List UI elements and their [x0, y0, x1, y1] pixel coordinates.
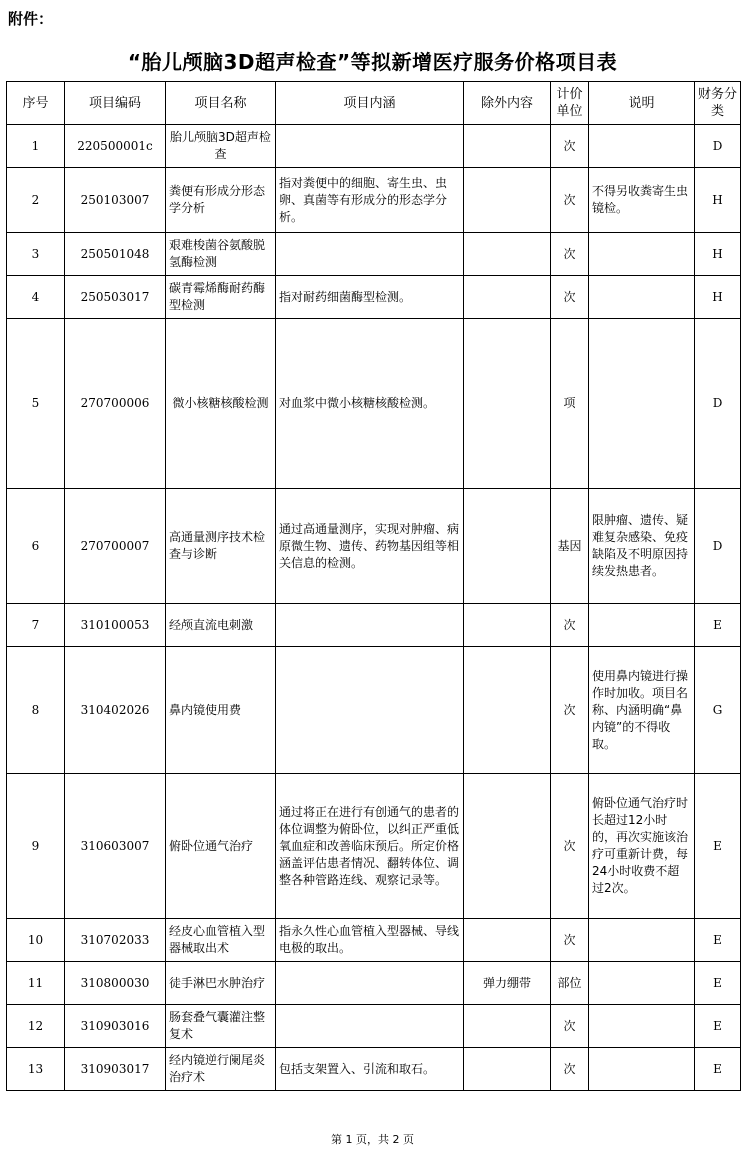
cell-content: 指对粪便中的细胞、寄生虫、虫卵、真菌等有形成分的形态学分析。	[276, 168, 464, 233]
cell-code: 250103007	[65, 168, 166, 233]
cell-seq: 9	[7, 774, 65, 919]
cell-category: H	[695, 168, 741, 233]
cell-code: 310100053	[65, 604, 166, 647]
header-unit: 计价单位	[551, 82, 589, 125]
cell-unit: 次	[551, 233, 589, 276]
cell-seq: 6	[7, 489, 65, 604]
cell-exclusion	[464, 1048, 551, 1091]
cell-code: 270700007	[65, 489, 166, 604]
cell-unit: 次	[551, 1048, 589, 1091]
cell-note: 使用鼻内镜进行操作时加收。项目名称、内涵明确“鼻内镜”的不得收取。	[589, 647, 695, 774]
cell-note	[589, 233, 695, 276]
cell-unit: 次	[551, 774, 589, 919]
table-row	[7, 604, 741, 647]
cell-unit: 次	[551, 604, 589, 647]
cell-exclusion	[464, 233, 551, 276]
cell-unit: 次	[551, 1005, 589, 1048]
header-content: 项目内涵	[276, 82, 464, 125]
cell-seq: 11	[7, 962, 65, 1005]
cell-code: 310702033	[65, 919, 166, 962]
page-title: “胎儿颅脑3D超声检查”等拟新增医疗服务价格项目表	[127, 50, 618, 74]
cell-category: D	[695, 319, 741, 489]
cell-note	[589, 1048, 695, 1091]
header-note: 说明	[589, 82, 695, 125]
cell-content: 指永久性心血管植入型器械、导线电极的取出。	[276, 919, 464, 962]
cell-unit: 次	[551, 919, 589, 962]
cell-seq: 12	[7, 1005, 65, 1048]
cell-unit: 部位	[551, 962, 589, 1005]
cell-category: E	[695, 919, 741, 962]
cell-code: 310903016	[65, 1005, 166, 1048]
cell-unit: 次	[551, 125, 589, 168]
cell-unit: 次	[551, 647, 589, 774]
table-row	[7, 774, 741, 919]
cell-category: D	[695, 125, 741, 168]
cell-seq: 1	[7, 125, 65, 168]
cell-note: 俯卧位通气治疗时长超过12小时的，再次实施该治疗可重新计费，每24小时收费不超过2次。	[589, 774, 695, 919]
cell-code: 310603007	[65, 774, 166, 919]
cell-note	[589, 319, 695, 489]
table-row	[7, 647, 741, 774]
cell-seq: 8	[7, 647, 65, 774]
cell-note	[589, 125, 695, 168]
cell-name: 胎儿颅脑3D超声检查	[166, 125, 276, 168]
cell-code: 250503017	[65, 276, 166, 319]
cell-note	[589, 919, 695, 962]
cell-unit: 基因	[551, 489, 589, 604]
cell-category: G	[695, 647, 741, 774]
cell-exclusion	[464, 489, 551, 604]
cell-name: 艰难梭菌谷氨酸脱氢酶检测	[166, 233, 276, 276]
cell-content	[276, 647, 464, 774]
cell-category: E	[695, 1048, 741, 1091]
cell-category: H	[695, 276, 741, 319]
cell-exclusion	[464, 276, 551, 319]
cell-exclusion	[464, 1005, 551, 1048]
table-row	[7, 1048, 741, 1091]
table-row	[7, 276, 741, 319]
cell-note	[589, 962, 695, 1005]
cell-seq: 13	[7, 1048, 65, 1091]
cell-seq: 10	[7, 919, 65, 962]
table-row	[7, 962, 741, 1005]
table-row	[7, 489, 741, 604]
cell-seq: 3	[7, 233, 65, 276]
cell-category: E	[695, 962, 741, 1005]
cell-category: E	[695, 604, 741, 647]
cell-name: 徒手淋巴水肿治疗	[166, 962, 276, 1005]
table-row	[7, 1005, 741, 1048]
cell-note	[589, 276, 695, 319]
cell-name: 俯卧位通气治疗	[166, 774, 276, 919]
cell-content: 通过将正在进行有创通气的患者的体位调整为俯卧位，以纠正严重低氧血症和改善临床预后。所定价格涵盖评估患者情况、翻转体位、调整各种管路连线、观察记录等。	[276, 774, 464, 919]
cell-code: 220500001c	[65, 125, 166, 168]
cell-exclusion	[464, 774, 551, 919]
cell-name: 经皮心血管植入型器械取出术	[166, 919, 276, 962]
cell-name: 粪便有形成分形态学分析	[166, 168, 276, 233]
header-name: 项目名称	[166, 82, 276, 125]
cell-category: D	[695, 489, 741, 604]
header-code: 项目编码	[65, 82, 166, 125]
cell-exclusion	[464, 604, 551, 647]
cell-note	[589, 604, 695, 647]
price-item-table	[6, 81, 741, 1091]
header-seq: 序号	[7, 82, 65, 125]
cell-content	[276, 604, 464, 647]
cell-content: 对血浆中微小核糖核酸检测。	[276, 319, 464, 489]
cell-exclusion	[464, 919, 551, 962]
cell-name: 微小核糖核酸检测	[166, 319, 276, 489]
cell-name: 经颅直流电刺激	[166, 604, 276, 647]
cell-content	[276, 125, 464, 168]
cell-seq: 5	[7, 319, 65, 489]
table-row	[7, 168, 741, 233]
cell-seq: 7	[7, 604, 65, 647]
attachment-label: 附件：	[8, 10, 54, 28]
cell-exclusion	[464, 319, 551, 489]
cell-code: 310800030	[65, 962, 166, 1005]
header-category: 财务分类	[695, 82, 741, 125]
cell-unit: 次	[551, 276, 589, 319]
cell-name: 经内镜逆行阑尾炎治疗术	[166, 1048, 276, 1091]
cell-name: 肠套叠气囊灌注整复术	[166, 1005, 276, 1048]
cell-code: 250501048	[65, 233, 166, 276]
cell-content: 通过高通量测序，实现对肿瘤、病原微生物、遗传、药物基因组等相关信息的检测。	[276, 489, 464, 604]
header-row	[7, 82, 741, 125]
cell-name: 鼻内镜使用费	[166, 647, 276, 774]
table-row	[7, 125, 741, 168]
cell-exclusion	[464, 168, 551, 233]
cell-exclusion: 弹力绷带	[464, 962, 551, 1005]
table-row	[7, 233, 741, 276]
cell-seq: 4	[7, 276, 65, 319]
page-footer: 第 1 页，共 2 页	[331, 1133, 414, 1146]
cell-unit: 项	[551, 319, 589, 489]
cell-code: 270700006	[65, 319, 166, 489]
cell-content	[276, 1005, 464, 1048]
cell-note	[589, 1005, 695, 1048]
table-row	[7, 319, 741, 489]
cell-exclusion	[464, 125, 551, 168]
cell-exclusion	[464, 647, 551, 774]
cell-content	[276, 962, 464, 1005]
cell-content: 包括支架置入、引流和取石。	[276, 1048, 464, 1091]
table-row	[7, 919, 741, 962]
cell-unit: 次	[551, 168, 589, 233]
cell-note: 不得另收粪寄生虫镜检。	[589, 168, 695, 233]
cell-code: 310402026	[65, 647, 166, 774]
cell-category: E	[695, 1005, 741, 1048]
cell-seq: 2	[7, 168, 65, 233]
cell-category: H	[695, 233, 741, 276]
cell-code: 310903017	[65, 1048, 166, 1091]
header-exclusion: 除外内容	[464, 82, 551, 125]
cell-name: 高通量测序技术检查与诊断	[166, 489, 276, 604]
cell-note: 限肿瘤、遗传、疑难复杂感染、免疫缺陷及不明原因持续发热患者。	[589, 489, 695, 604]
cell-category: E	[695, 774, 741, 919]
cell-name: 碳青霉烯酶耐药酶型检测	[166, 276, 276, 319]
cell-content: 指对耐药细菌酶型检测。	[276, 276, 464, 319]
cell-content	[276, 233, 464, 276]
